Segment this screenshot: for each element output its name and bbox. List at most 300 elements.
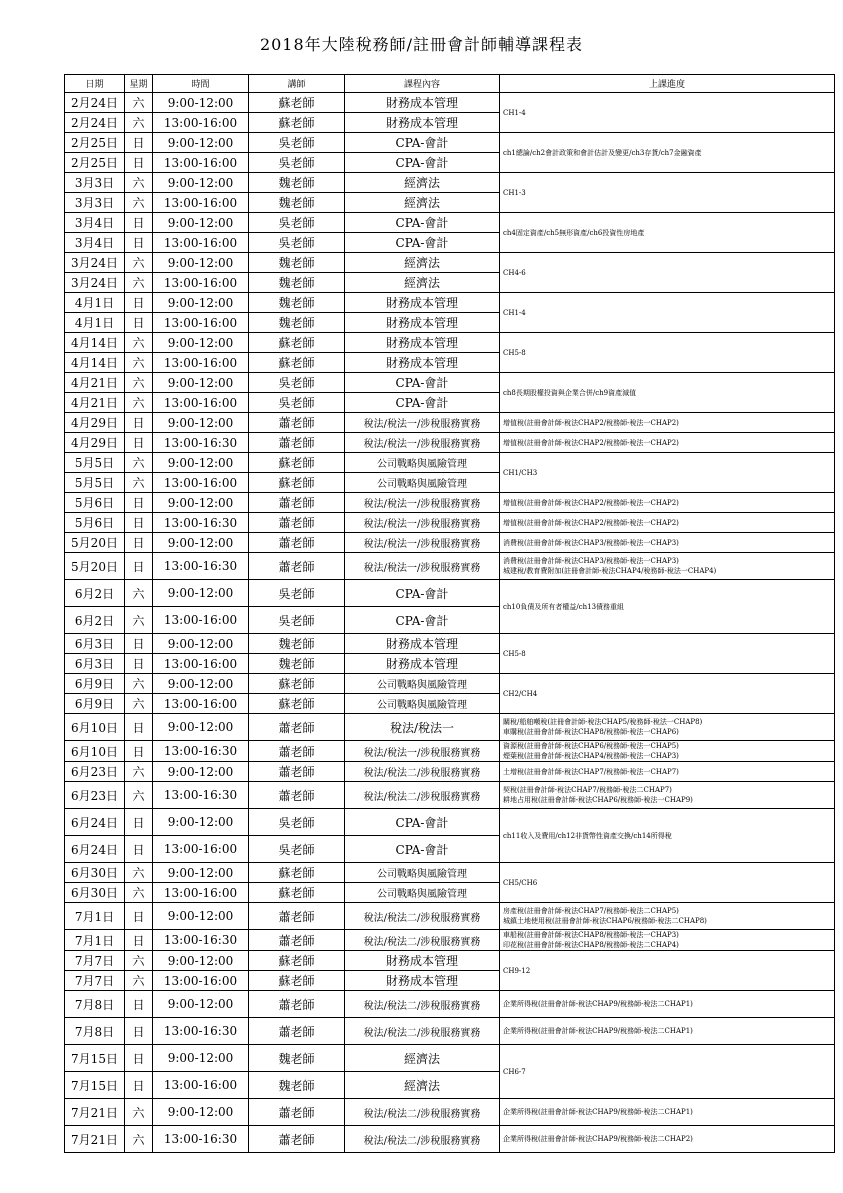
cell-time: 9:00-12:00 (153, 253, 249, 273)
table-row (65, 714, 835, 741)
cell-course: 財務成本管理 (345, 313, 500, 333)
cell-time: 13:00-16:30 (153, 930, 249, 951)
cell-date: 4月29日 (65, 433, 125, 453)
cell-teacher: 魏老師 (249, 634, 345, 654)
cell-teacher: 吳老師 (249, 153, 345, 173)
cell-date: 6月9日 (65, 674, 125, 694)
progress-line: 消費稅(註冊會計師-稅法CHAP3/稅務師-稅法一CHAP3) (503, 538, 679, 547)
progress-line: 城建稅/教育費附加(註冊會計師-稅法CHAP4/稅務師-稅法一CHAP4) (503, 567, 717, 575)
cell-teacher: 魏老師 (249, 1045, 345, 1072)
cell-day: 日 (125, 1018, 153, 1045)
cell-date: 6月24日 (65, 836, 125, 863)
header-teacher: 講師 (249, 75, 345, 93)
header-day: 星期 (125, 75, 153, 93)
cell-progress (500, 1045, 835, 1099)
progress-line: 企業所得稅(註冊會計師-稅法CHAP9/稅務師-稅法二CHAP2) (503, 1135, 693, 1143)
progress-line: CH9-12 (503, 966, 531, 975)
cell-progress (500, 741, 835, 762)
cell-course: 稅法/稅法一/涉稅服務實務 (345, 413, 500, 433)
cell-course: CPA-會計 (345, 153, 500, 173)
table-row (65, 553, 835, 580)
cell-day: 六 (125, 373, 153, 393)
cell-day: 日 (125, 533, 153, 553)
cell-time: 13:00-16:00 (153, 153, 249, 173)
cell-course: CPA-會計 (345, 393, 500, 413)
table-row (65, 809, 835, 836)
cell-progress (500, 173, 835, 213)
cell-course: 財務成本管理 (345, 93, 500, 113)
cell-course: 稅法/稅法一/涉稅服務實務 (345, 533, 500, 553)
progress-line: 企業所得稅(註冊會計師-稅法CHAP9/稅務師-稅法二CHAP1) (503, 1027, 693, 1035)
cell-day: 日 (125, 741, 153, 762)
cell-day: 日 (125, 133, 153, 153)
cell-course: CPA-會計 (345, 836, 500, 863)
table-row (65, 453, 835, 473)
cell-time: 9:00-12:00 (153, 173, 249, 193)
page-title: 2018年大陸稅務師/註冊會計師輔導課程表 (259, 35, 584, 54)
cell-course: 稅法/稅法二/涉稅服務實務 (345, 1018, 500, 1045)
cell-day: 六 (125, 193, 153, 213)
progress-line: ch1總論/ch2會計政策和會計估計及變更/ch3存貨/ch7金融資產 (503, 148, 702, 157)
header-progress: 上課進度 (500, 75, 835, 93)
cell-time: 13:00-16:00 (153, 113, 249, 133)
table-row (65, 930, 835, 951)
table-row (65, 173, 835, 193)
progress-line: 消費稅(註冊會計師-稅法CHAP3/稅務師-稅法一CHAP3) (503, 557, 679, 565)
cell-course: 財務成本管理 (345, 353, 500, 373)
cell-progress (500, 433, 835, 453)
cell-date: 3月3日 (65, 193, 125, 213)
cell-progress (500, 1126, 835, 1153)
cell-course: CPA-會計 (345, 133, 500, 153)
cell-teacher: 蕭老師 (249, 1126, 345, 1153)
progress-line: ch11收入及費用/ch12非貨幣性資產交換/ch14所得稅 (503, 831, 672, 840)
progress-line: 土增稅(註冊會計師-稅法CHAP7/稅務師-稅法一CHAP7) (503, 767, 679, 776)
cell-teacher: 蕭老師 (249, 741, 345, 762)
progress-line: 關稅/船舶噸稅(註冊會計師-稅法CHAP5/稅務師-稅法一CHAP8) (503, 718, 703, 726)
cell-date: 7月1日 (65, 930, 125, 951)
progress-line: CH5-8 (503, 348, 526, 357)
cell-day: 六 (125, 393, 153, 413)
cell-time: 13:00-16:30 (153, 433, 249, 453)
cell-day: 六 (125, 453, 153, 473)
cell-date: 4月21日 (65, 393, 125, 413)
cell-date: 6月30日 (65, 863, 125, 883)
progress-line: 企業所得稅(註冊會計師-稅法CHAP9/稅務師-稅法二CHAP1) (503, 1108, 693, 1116)
cell-day: 六 (125, 353, 153, 373)
table-row (65, 1045, 835, 1072)
cell-time: 9:00-12:00 (153, 1099, 249, 1126)
cell-date: 3月24日 (65, 273, 125, 293)
cell-date: 6月10日 (65, 714, 125, 741)
cell-progress (500, 413, 835, 433)
cell-day: 日 (125, 1045, 153, 1072)
table-row (65, 634, 835, 654)
cell-teacher: 蘇老師 (249, 93, 345, 113)
table-row (65, 1099, 835, 1126)
cell-date: 6月3日 (65, 654, 125, 674)
cell-time: 13:00-16:00 (153, 233, 249, 253)
cell-date: 7月21日 (65, 1126, 125, 1153)
cell-day: 日 (125, 413, 153, 433)
header-date: 日期 (65, 75, 125, 93)
cell-time: 13:00-16:00 (153, 694, 249, 714)
cell-time: 13:00-16:30 (153, 1018, 249, 1045)
cell-progress (500, 930, 835, 951)
cell-course: 稅法/稅法二/涉稅服務實務 (345, 903, 500, 930)
cell-date: 6月9日 (65, 694, 125, 714)
cell-date: 5月6日 (65, 513, 125, 533)
cell-course: CPA-會計 (345, 580, 500, 607)
cell-day: 六 (125, 273, 153, 293)
cell-course: 稅法/稅法一/涉稅服務實務 (345, 741, 500, 762)
cell-teacher: 蕭老師 (249, 433, 345, 453)
progress-line: 增值稅(註冊會計師-稅法CHAP2/稅務師-稅法一CHAP2) (503, 498, 679, 507)
cell-course: 財務成本管理 (345, 293, 500, 313)
cell-time: 13:00-16:00 (153, 654, 249, 674)
cell-time: 9:00-12:00 (153, 133, 249, 153)
cell-teacher: 蘇老師 (249, 113, 345, 133)
cell-progress (500, 373, 835, 413)
cell-time: 13:00-16:30 (153, 1126, 249, 1153)
cell-teacher: 蘇老師 (249, 951, 345, 971)
cell-course: CPA-會計 (345, 233, 500, 253)
cell-course: 財務成本管理 (345, 654, 500, 674)
cell-teacher: 蘇老師 (249, 694, 345, 714)
cell-date: 7月21日 (65, 1099, 125, 1126)
cell-progress (500, 333, 835, 373)
cell-course: 經濟法 (345, 1045, 500, 1072)
cell-teacher: 魏老師 (249, 1072, 345, 1099)
cell-day: 日 (125, 634, 153, 654)
cell-teacher: 魏老師 (249, 293, 345, 313)
cell-date: 2月24日 (65, 93, 125, 113)
cell-date: 2月24日 (65, 113, 125, 133)
cell-course: 稅法/稅法一/涉稅服務實務 (345, 433, 500, 453)
cell-date: 6月23日 (65, 762, 125, 782)
table-row (65, 333, 835, 353)
cell-time: 13:00-16:30 (153, 782, 249, 809)
cell-time: 13:00-16:00 (153, 313, 249, 333)
cell-teacher: 魏老師 (249, 313, 345, 333)
cell-day: 日 (125, 293, 153, 313)
cell-course: 稅法/稅法二/涉稅服務實務 (345, 782, 500, 809)
cell-time: 9:00-12:00 (153, 213, 249, 233)
cell-course: CPA-會計 (345, 809, 500, 836)
cell-time: 9:00-12:00 (153, 293, 249, 313)
progress-line: CH1-4 (503, 308, 526, 317)
cell-teacher: 魏老師 (249, 193, 345, 213)
cell-course: 財務成本管理 (345, 971, 500, 991)
table-row (65, 293, 835, 313)
cell-time: 13:00-16:00 (153, 1072, 249, 1099)
header-course: 課程內容 (345, 75, 500, 93)
cell-course: 稅法/稅法二/涉稅服務實務 (345, 991, 500, 1018)
cell-time: 9:00-12:00 (153, 634, 249, 654)
cell-teacher: 蕭老師 (249, 553, 345, 580)
table-row (65, 253, 835, 273)
cell-time: 9:00-12:00 (153, 493, 249, 513)
progress-line: 契稅(註冊會計師-稅法CHAP7/稅務師-稅法二CHAP7) (503, 786, 672, 794)
table-row (65, 433, 835, 453)
cell-teacher: 蕭老師 (249, 991, 345, 1018)
cell-course: 經濟法 (345, 173, 500, 193)
cell-date: 4月29日 (65, 413, 125, 433)
cell-teacher: 蘇老師 (249, 674, 345, 694)
cell-time: 9:00-12:00 (153, 93, 249, 113)
progress-line: CH1-3 (503, 188, 526, 197)
progress-line: 房產稅(註冊會計師-稅法CHAP7/稅務師-稅法二CHAP5) (503, 907, 679, 915)
table-row (65, 863, 835, 883)
cell-teacher: 蕭老師 (249, 413, 345, 433)
cell-day: 日 (125, 991, 153, 1018)
cell-day: 日 (125, 903, 153, 930)
cell-progress (500, 93, 835, 133)
cell-time: 9:00-12:00 (153, 333, 249, 353)
cell-date: 3月24日 (65, 253, 125, 273)
cell-course: 稅法/稅法二/涉稅服務實務 (345, 762, 500, 782)
cell-progress (500, 133, 835, 173)
cell-teacher: 魏老師 (249, 253, 345, 273)
cell-date: 6月30日 (65, 883, 125, 903)
cell-day: 六 (125, 253, 153, 273)
table-row (65, 951, 835, 971)
cell-date: 7月15日 (65, 1045, 125, 1072)
cell-course: 公司戰略與風險管理 (345, 453, 500, 473)
cell-day: 六 (125, 1126, 153, 1153)
cell-day: 六 (125, 580, 153, 607)
cell-time: 9:00-12:00 (153, 580, 249, 607)
table-header-row (65, 75, 835, 93)
cell-teacher: 吳老師 (249, 580, 345, 607)
table-row (65, 493, 835, 513)
cell-date: 7月15日 (65, 1072, 125, 1099)
cell-time: 9:00-12:00 (153, 453, 249, 473)
cell-course: 財務成本管理 (345, 634, 500, 654)
cell-teacher: 吳老師 (249, 607, 345, 634)
progress-line: ch4固定資產/ch5無形資產/ch6投資性房地產 (503, 228, 645, 237)
cell-progress (500, 903, 835, 930)
cell-date: 6月2日 (65, 607, 125, 634)
cell-day: 六 (125, 951, 153, 971)
table-row (65, 513, 835, 533)
cell-progress (500, 493, 835, 513)
cell-teacher: 吳老師 (249, 836, 345, 863)
cell-time: 9:00-12:00 (153, 903, 249, 930)
cell-teacher: 蕭老師 (249, 903, 345, 930)
table-row (65, 533, 835, 553)
cell-teacher: 蕭老師 (249, 1018, 345, 1045)
progress-line: 煙葉稅(註冊會計師-稅法CHAP4/稅務師-稅法一CHAP3) (503, 752, 679, 760)
cell-progress (500, 580, 835, 634)
cell-date: 6月10日 (65, 741, 125, 762)
cell-time: 9:00-12:00 (153, 991, 249, 1018)
cell-time: 9:00-12:00 (153, 533, 249, 553)
cell-course: CPA-會計 (345, 213, 500, 233)
cell-progress (500, 553, 835, 580)
cell-course: 稅法/稅法一/涉稅服務實務 (345, 513, 500, 533)
cell-progress (500, 533, 835, 553)
progress-line: 城鎮土地使用稅(註冊會計師-稅法CHAP6/稅務師-稅法二CHAP8) (503, 917, 707, 925)
cell-date: 6月23日 (65, 782, 125, 809)
cell-teacher: 蘇老師 (249, 353, 345, 373)
cell-date: 7月8日 (65, 1018, 125, 1045)
cell-teacher: 蘇老師 (249, 863, 345, 883)
table-row (65, 782, 835, 809)
progress-line: CH1/CH3 (503, 468, 538, 477)
cell-day: 日 (125, 493, 153, 513)
cell-teacher: 蕭老師 (249, 513, 345, 533)
cell-teacher: 蕭老師 (249, 533, 345, 553)
cell-date: 7月8日 (65, 991, 125, 1018)
progress-line: 企業所得稅(註冊會計師-稅法CHAP9/稅務師-稅法二CHAP1) (503, 1000, 693, 1008)
cell-course: 公司戰略與風險管理 (345, 883, 500, 903)
cell-time: 13:00-16:00 (153, 836, 249, 863)
cell-day: 日 (125, 153, 153, 173)
cell-progress (500, 453, 835, 493)
table-row (65, 762, 835, 782)
cell-time: 9:00-12:00 (153, 863, 249, 883)
cell-day: 六 (125, 674, 153, 694)
cell-date: 7月1日 (65, 903, 125, 930)
cell-date: 4月21日 (65, 373, 125, 393)
cell-teacher: 吳老師 (249, 213, 345, 233)
progress-line: CH2/CH4 (503, 689, 538, 698)
cell-course: 財務成本管理 (345, 951, 500, 971)
cell-day: 日 (125, 654, 153, 674)
cell-day: 日 (125, 513, 153, 533)
cell-date: 5月5日 (65, 453, 125, 473)
cell-date: 3月4日 (65, 233, 125, 253)
cell-time: 9:00-12:00 (153, 413, 249, 433)
cell-teacher: 蘇老師 (249, 453, 345, 473)
cell-course: 公司戰略與風險管理 (345, 473, 500, 493)
cell-course: 稅法/稅法二/涉稅服務實務 (345, 1099, 500, 1126)
cell-teacher: 蕭老師 (249, 493, 345, 513)
cell-time: 9:00-12:00 (153, 373, 249, 393)
cell-time: 13:00-16:30 (153, 513, 249, 533)
cell-time: 9:00-12:00 (153, 674, 249, 694)
table-row (65, 413, 835, 433)
cell-course: 稅法/稅法一/涉稅服務實務 (345, 493, 500, 513)
progress-line: 車船稅(註冊會計師-稅法CHAP8/稅務師-稅法一CHAP3) (503, 931, 679, 939)
cell-day: 日 (125, 433, 153, 453)
cell-teacher: 蘇老師 (249, 473, 345, 493)
cell-day: 日 (125, 930, 153, 951)
cell-date: 6月3日 (65, 634, 125, 654)
cell-day: 六 (125, 1099, 153, 1126)
cell-date: 5月20日 (65, 553, 125, 580)
cell-time: 13:00-16:00 (153, 273, 249, 293)
cell-day: 日 (125, 836, 153, 863)
cell-course: 公司戰略與風險管理 (345, 694, 500, 714)
cell-day: 日 (125, 233, 153, 253)
cell-course: 經濟法 (345, 1072, 500, 1099)
cell-progress (500, 1099, 835, 1126)
cell-day: 六 (125, 694, 153, 714)
progress-line: 車購稅(註冊會計師-稅法CHAP8/稅務師-稅法一CHAP6) (503, 728, 679, 736)
table-row (65, 1018, 835, 1045)
cell-progress (500, 213, 835, 253)
table-row (65, 1126, 835, 1153)
cell-progress (500, 513, 835, 533)
cell-course: 稅法/稅法一 (345, 714, 500, 741)
cell-day: 日 (125, 313, 153, 333)
cell-time: 13:00-16:00 (153, 971, 249, 991)
cell-day: 六 (125, 782, 153, 809)
cell-course: 公司戰略與風險管理 (345, 674, 500, 694)
progress-line: 耕地占用稅(註冊會計師-稅法CHAP6/稅務師-稅法一CHAP9) (503, 796, 693, 804)
cell-date: 5月6日 (65, 493, 125, 513)
progress-line: 印花稅(註冊會計師-稅法CHAP8/稅務師-稅法二CHAP4) (503, 941, 679, 949)
cell-day: 日 (125, 213, 153, 233)
cell-teacher: 吳老師 (249, 133, 345, 153)
cell-teacher: 吳老師 (249, 373, 345, 393)
cell-teacher: 蘇老師 (249, 333, 345, 353)
cell-course: 財務成本管理 (345, 333, 500, 353)
cell-day: 六 (125, 113, 153, 133)
cell-day: 六 (125, 173, 153, 193)
progress-line: CH6-7 (503, 1067, 526, 1076)
cell-teacher: 蕭老師 (249, 1099, 345, 1126)
cell-teacher: 蘇老師 (249, 971, 345, 991)
cell-course: 經濟法 (345, 273, 500, 293)
table-row (65, 991, 835, 1018)
cell-time: 9:00-12:00 (153, 809, 249, 836)
cell-day: 日 (125, 553, 153, 580)
cell-progress (500, 253, 835, 293)
cell-date: 3月4日 (65, 213, 125, 233)
cell-time: 13:00-16:00 (153, 353, 249, 373)
cell-time: 13:00-16:30 (153, 741, 249, 762)
table-row (65, 133, 835, 153)
cell-day: 六 (125, 473, 153, 493)
cell-time: 9:00-12:00 (153, 951, 249, 971)
cell-progress (500, 809, 835, 863)
cell-progress (500, 293, 835, 333)
cell-progress (500, 762, 835, 782)
table-row (65, 674, 835, 694)
cell-date: 4月14日 (65, 333, 125, 353)
progress-line: 增值稅(註冊會計師-稅法CHAP2/稅務師-稅法一CHAP2) (503, 438, 679, 447)
progress-line: ch10負債及所有者權益/ch13債務重組 (503, 602, 625, 611)
cell-day: 六 (125, 93, 153, 113)
cell-teacher: 蕭老師 (249, 714, 345, 741)
table-row (65, 373, 835, 393)
cell-teacher: 蕭老師 (249, 782, 345, 809)
cell-course: 稅法/稅法一/涉稅服務實務 (345, 553, 500, 580)
cell-day: 六 (125, 863, 153, 883)
cell-date: 7月7日 (65, 951, 125, 971)
cell-teacher: 吳老師 (249, 809, 345, 836)
cell-teacher: 吳老師 (249, 393, 345, 413)
cell-course: 稅法/稅法二/涉稅服務實務 (345, 930, 500, 951)
cell-teacher: 吳老師 (249, 233, 345, 253)
cell-time: 13:00-16:00 (153, 883, 249, 903)
cell-date: 4月1日 (65, 293, 125, 313)
cell-date: 2月25日 (65, 133, 125, 153)
cell-teacher: 蕭老師 (249, 762, 345, 782)
cell-progress (500, 863, 835, 903)
cell-day: 日 (125, 1072, 153, 1099)
cell-day: 六 (125, 333, 153, 353)
cell-course: CPA-會計 (345, 373, 500, 393)
cell-time: 13:00-16:30 (153, 553, 249, 580)
progress-line: 資源稅(註冊會計師-稅法CHAP6/稅務師-稅法一CHAP5) (503, 742, 679, 750)
cell-day: 六 (125, 971, 153, 991)
cell-progress (500, 714, 835, 741)
progress-line: CH5-8 (503, 649, 526, 658)
